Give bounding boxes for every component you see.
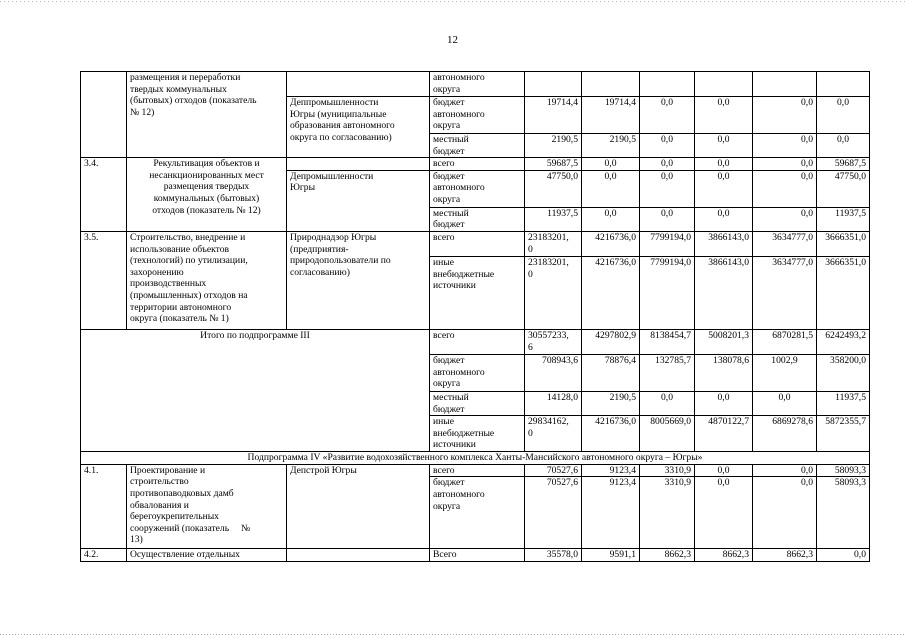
- source-cell: местный бюджет: [430, 391, 525, 415]
- value-cell: 11937,5: [525, 207, 582, 231]
- value-cell: 0,0: [582, 207, 640, 231]
- value-cell: 4216736,0: [582, 256, 640, 329]
- event-name-cell: Рекультивация объектов и несанкционированных мест размещения твердых коммунальных (бытовых) отходов (показатель № 12): [127, 158, 287, 232]
- value-cell: 59687,5: [525, 158, 582, 171]
- value-cell: 0,0: [817, 549, 870, 562]
- scan-edge-top: [0, 1, 905, 2]
- value-cell: 0,0: [640, 134, 695, 158]
- value-cell: 19714,4: [582, 97, 640, 134]
- value-cell: 47750,0: [525, 170, 582, 207]
- source-cell: Всего: [430, 549, 525, 562]
- value-cell: 0,0: [753, 170, 817, 207]
- value-cell: 8662,3: [640, 549, 695, 562]
- source-cell: бюджет автономного округа: [430, 354, 525, 391]
- executor-cell: Депромышленности Югры: [287, 170, 430, 231]
- value-cell: 708943,6: [525, 354, 582, 391]
- source-cell: местный бюджет: [430, 134, 525, 158]
- source-cell: всего: [430, 329, 525, 354]
- value-cell: 8138454,7: [640, 329, 695, 354]
- value-cell: 5872355,7: [817, 416, 870, 452]
- value-cell: 5008201,3: [695, 329, 753, 354]
- value-cell: 11937,5: [817, 207, 870, 231]
- value-cell: 0,0: [640, 391, 695, 415]
- value-cell: 23183201, 0: [525, 256, 582, 329]
- value-cell: 4216736,0: [582, 231, 640, 256]
- event-name-cell: Проектирование и строительство противопаводковых дамб обвалования и берегоукрепительных сооружений (показатель № 13): [127, 464, 287, 549]
- table-row: [81, 231, 870, 256]
- value-cell: 7799194,0: [640, 231, 695, 256]
- event-name-cell: Осуществление отдельных: [127, 549, 287, 562]
- value-cell: 3866143,0: [695, 256, 753, 329]
- value-cell: 58093,3: [817, 464, 870, 477]
- value-cell: 2190,5: [525, 134, 582, 158]
- source-cell: иные внебюджетные источники: [430, 416, 525, 452]
- table-row: [81, 464, 870, 477]
- scan-edge-bottom: [0, 634, 905, 635]
- value-cell: 8662,3: [695, 549, 753, 562]
- source-cell: всего: [430, 464, 525, 477]
- value-cell: 0,0: [640, 97, 695, 134]
- value-cell: 2190,5: [582, 391, 640, 415]
- value-cell: 0,0: [582, 170, 640, 207]
- value-cell: 0,0: [695, 477, 753, 549]
- table-row: [81, 72, 870, 97]
- row-number-cell: 4.1.: [81, 464, 127, 549]
- value-cell: 0,0: [695, 97, 753, 134]
- source-cell: всего: [430, 158, 525, 171]
- row-number-cell: [81, 72, 127, 158]
- source-cell: бюджет автономного округа: [430, 477, 525, 549]
- value-cell: 1002,9: [753, 354, 817, 391]
- table-row: [81, 329, 870, 354]
- value-cell: 0,0: [695, 391, 753, 415]
- executor-cell: [287, 72, 430, 97]
- row-number-cell: 3.5.: [81, 231, 127, 329]
- row-number-cell: 3.4.: [81, 158, 127, 232]
- value-cell: 0,0: [695, 170, 753, 207]
- executor-cell: [287, 549, 430, 562]
- row-number-cell: 4.2.: [81, 549, 127, 562]
- value-cell: 0,0: [753, 391, 817, 415]
- value-cell: 59687,5: [817, 158, 870, 171]
- value-cell: 3634777,0: [753, 256, 817, 329]
- value-cell: 358200,0: [817, 354, 870, 391]
- value-cell: 0,0: [753, 464, 817, 477]
- source-cell: бюджет автономного округа: [430, 170, 525, 207]
- executor-cell: [287, 158, 430, 171]
- value-cell: 0,0: [640, 158, 695, 171]
- value-cell: 0,0: [582, 158, 640, 171]
- value-cell: 6870281,5: [753, 329, 817, 354]
- value-cell: 0,0: [640, 207, 695, 231]
- value-cell: 78876,4: [582, 354, 640, 391]
- source-cell: всего: [430, 231, 525, 256]
- source-cell: иные внебюджетные источники: [430, 256, 525, 329]
- value-cell: 0,0: [695, 207, 753, 231]
- value-cell: 4216736,0: [582, 416, 640, 452]
- value-cell: 11937,5: [817, 391, 870, 415]
- event-name-cell: размещения и переработки твердых коммунальных (бытовых) отходов (показатель № 12): [127, 72, 287, 158]
- value-cell: 0,0: [695, 464, 753, 477]
- value-cell: 4870122,7: [695, 416, 753, 452]
- value-cell: 138078,6: [695, 354, 753, 391]
- event-name-cell: Строительство, внедрение и использование объектов (технологий) по утилизации, захоронению производственных (промышленных) отходов на территории автономного округа (показатель № 1): [127, 231, 287, 329]
- value-cell: 3634777,0: [753, 231, 817, 256]
- value-cell: 29834162, 0: [525, 416, 582, 452]
- total-label: Итого по подпрограмме III: [81, 329, 430, 451]
- value-cell: 0,0: [753, 158, 817, 171]
- table-row: [81, 549, 870, 562]
- source-cell: местный бюджет: [430, 207, 525, 231]
- value-cell: 0,0: [817, 97, 870, 134]
- value-cell: 132785,7: [640, 354, 695, 391]
- value-cell: 3666351,0: [817, 231, 870, 256]
- value-cell: 9591,1: [582, 549, 640, 562]
- value-cell: 47750,0: [817, 170, 870, 207]
- value-cell: 70527,6: [525, 477, 582, 549]
- value-cell: 19714,4: [525, 97, 582, 134]
- value-cell: 0,0: [695, 158, 753, 171]
- value-cell: 70527,6: [525, 464, 582, 477]
- executor-cell: Депстрой Югры: [287, 464, 430, 549]
- section-heading: Подпрограмма IV «Развитие водохозяйственного комплекса Ханты-Мансийского автономного округа – Югры»: [81, 452, 870, 465]
- value-cell: 14128,0: [525, 391, 582, 415]
- value-cell: 58093,3: [817, 477, 870, 549]
- value-cell: 9123,4: [582, 477, 640, 549]
- value-cell: 6869278,6: [753, 416, 817, 452]
- value-cell: 0,0: [640, 170, 695, 207]
- value-cell: 9123,4: [582, 464, 640, 477]
- value-cell: 8005669,0: [640, 416, 695, 452]
- executor-cell: Природнадзор Югры (предприятия- природопользователи по согласованию): [287, 231, 430, 329]
- value-cell: 3310,9: [640, 464, 695, 477]
- value-cell: 23183201, 0: [525, 231, 582, 256]
- value-cell: 4297802,9: [582, 329, 640, 354]
- value-cell: 35578,0: [525, 549, 582, 562]
- value-cell: 7799194,0: [640, 256, 695, 329]
- value-cell: 0,0: [753, 207, 817, 231]
- value-cell: 3866143,0: [695, 231, 753, 256]
- value-cell: 0,0: [753, 477, 817, 549]
- value-cell: 0,0: [695, 134, 753, 158]
- source-cell: бюджет автономного округа: [430, 97, 525, 134]
- value-cell: 0,0: [753, 97, 817, 134]
- value-cell: 0,0: [753, 134, 817, 158]
- source-cell: автономного округа: [430, 72, 525, 97]
- value-cell: 0,0: [817, 134, 870, 158]
- page-number: 12: [447, 34, 458, 46]
- value-cell: 3666351,0: [817, 256, 870, 329]
- value-cell: 2190,5: [582, 134, 640, 158]
- executor-cell: Деппромышленности Югры (муниципальные образования автономного округа по согласованию): [287, 97, 430, 158]
- table-row: [81, 452, 870, 465]
- value-cell: 3310,9: [640, 477, 695, 549]
- table-row: [81, 158, 870, 171]
- value-cell: 30557233, 6: [525, 329, 582, 354]
- value-cell: 8662,3: [753, 549, 817, 562]
- budget-table: [80, 71, 870, 562]
- value-cell: 6242493,2: [817, 329, 870, 354]
